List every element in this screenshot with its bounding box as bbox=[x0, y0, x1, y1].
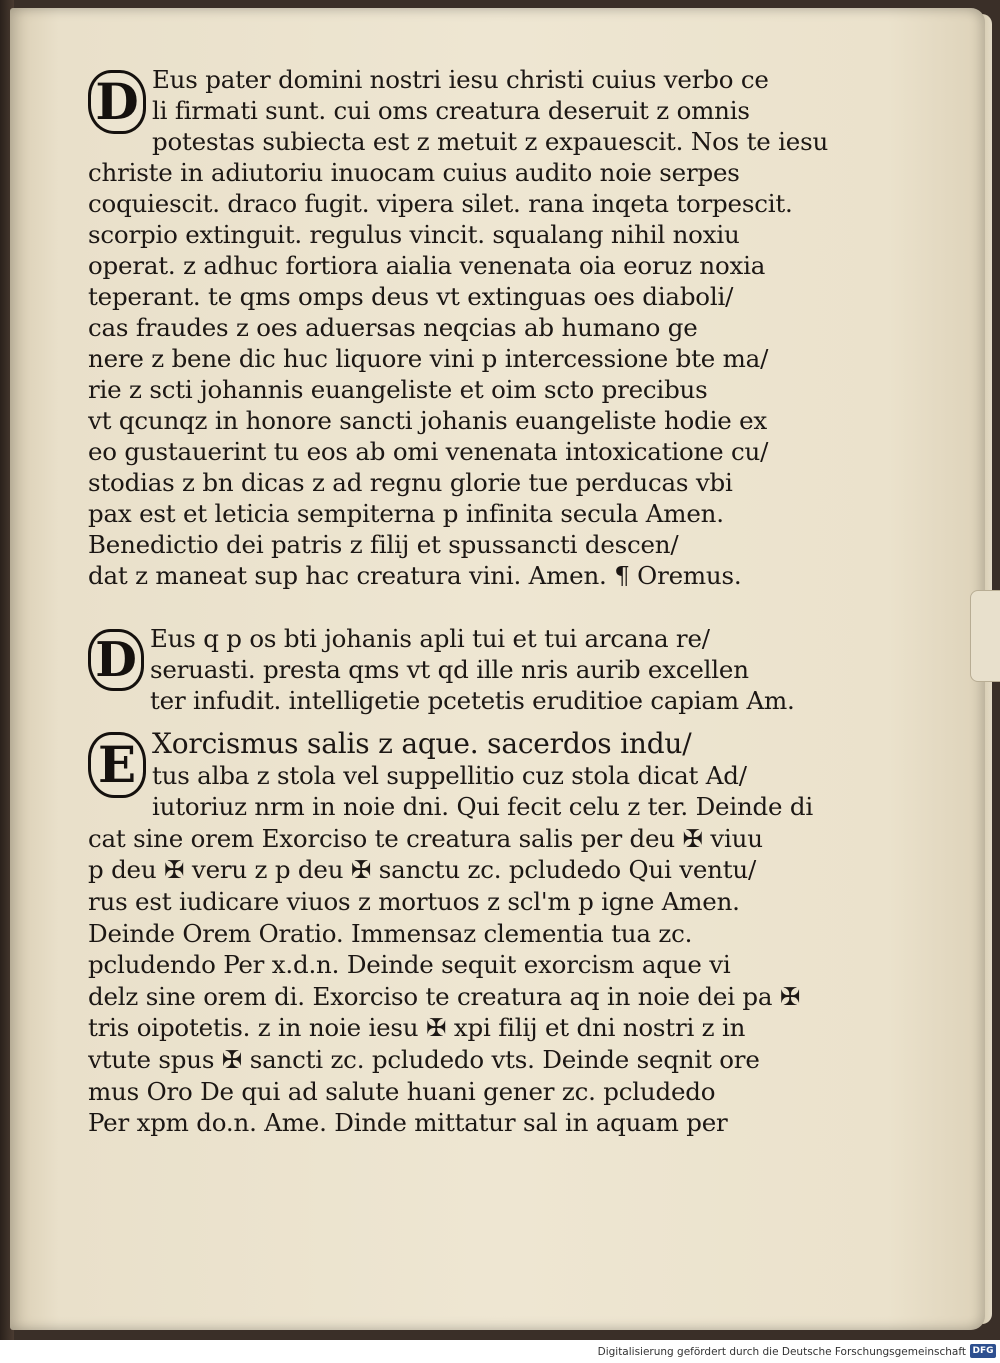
text-block-3 bbox=[88, 728, 828, 1139]
text-line: teperant. te qms omps deus vt extinguas oes diaboli/ bbox=[88, 282, 734, 311]
text-line: pcludendo Per x.d.n. Deinde sequit exorcism aque vi bbox=[88, 950, 731, 980]
text-line: vtute spus ✠ sancti zc. pcludedo vts. Deinde seqnit ore bbox=[88, 1044, 760, 1074]
text-line: rus est iudicare viuos z mortuos z scl'm p igne Amen. bbox=[88, 886, 740, 916]
decorated-initial-e: E bbox=[88, 732, 146, 798]
funding-notice: Digitalisierung gefördert durch die Deutsche Forschungsgemeinschaft bbox=[597, 1346, 966, 1358]
text-line: ter infudit. intelligetie pcetetis eruditioe capiam Am. bbox=[150, 686, 795, 715]
text-line: cat sine orem Exorciso te creatura salis per deu ✠ viuu bbox=[88, 823, 763, 853]
text-line: p deu ✠ veru z p deu ✠ sanctu zc. pcludedo Qui ventu/ bbox=[88, 855, 756, 885]
page-tab-marker bbox=[970, 590, 1000, 682]
footer-bar bbox=[0, 1340, 1000, 1363]
decorated-initial-d: D bbox=[88, 629, 144, 691]
text-line: Eus pater domini nostri iesu christi cuius verbo ce bbox=[152, 65, 769, 94]
text-line: dat z maneat sup hac creatura vini. Amen. ¶ Oremus. bbox=[88, 561, 742, 590]
text-line: pax est et leticia sempiterna p infinita secula Amen. bbox=[88, 499, 724, 528]
text-line: stodias z bn dicas z ad regnu glorie tue perducas vbi bbox=[88, 468, 733, 497]
text-line: Per xpm do.n. Ame. Dinde mittatur sal in aquam per bbox=[88, 1108, 728, 1138]
text-line: Benedictio dei patris z filij et spussancti descen/ bbox=[88, 530, 679, 559]
text-line: eo gustauerint tu eos ab omi venenata intoxicatione cu/ bbox=[88, 437, 769, 466]
text-line: scorpio extinguit. regulus vincit. squalang nihil noxiu bbox=[88, 220, 740, 249]
text-line: christe in adiutoriu inuocam cuius audito noie serpes bbox=[88, 158, 740, 187]
text-block-2 bbox=[88, 623, 828, 716]
decorated-initial-d: D bbox=[88, 70, 146, 134]
dfg-logo: DFG bbox=[970, 1344, 996, 1358]
text-line: vt qcunqz in honore sancti johanis euangeliste hodie ex bbox=[88, 406, 768, 435]
text-line: operat. z adhuc fortiora aialia venenata oia eoruz noxia bbox=[88, 251, 766, 280]
text-line: tus alba z stola vel suppellitio cuz stola dicat Ad/ bbox=[152, 760, 747, 790]
text-line: tris oipotetis. z in noie iesu ✠ xpi filij et dni nostri z in bbox=[88, 1013, 746, 1043]
text-line: delz sine orem di. Exorciso te creatura aq in noie dei pa ✠ bbox=[88, 981, 801, 1011]
text-line: iutoriuz nrm in noie dni. Qui fecit celu z ter. Deinde di bbox=[152, 792, 814, 822]
text-line: potestas subiecta est z metuit z expauescit. Nos te iesu bbox=[152, 127, 828, 156]
text-line: mus Oro De qui ad salute huani gener zc. pcludedo bbox=[88, 1076, 716, 1106]
text-block-1 bbox=[88, 64, 828, 591]
text-line: coquiescit. draco fugit. vipera silet. rana inqeta torpescit. bbox=[88, 189, 793, 218]
text-line: li firmati sunt. cui oms creatura deseruit z omnis bbox=[152, 96, 750, 125]
text-line: Deinde Orem Oratio. Immensaz clementia tua zc. bbox=[88, 918, 693, 948]
text-line: seruasti. presta qms vt qd ille nris aurib excellen bbox=[150, 655, 749, 684]
text-line: Xorcismus salis z aque. sacerdos indu/ bbox=[152, 728, 692, 760]
text-line: Eus q p os bti johanis apli tui et tui arcana re/ bbox=[150, 624, 710, 653]
text-line: nere z bene dic huc liquore vini p intercessione bte ma/ bbox=[88, 344, 769, 373]
text-line: cas fraudes z oes aduersas neqcias ab humano ge bbox=[88, 313, 698, 342]
text-line: rie z scti johannis euangeliste et oim scto precibus bbox=[88, 375, 708, 404]
